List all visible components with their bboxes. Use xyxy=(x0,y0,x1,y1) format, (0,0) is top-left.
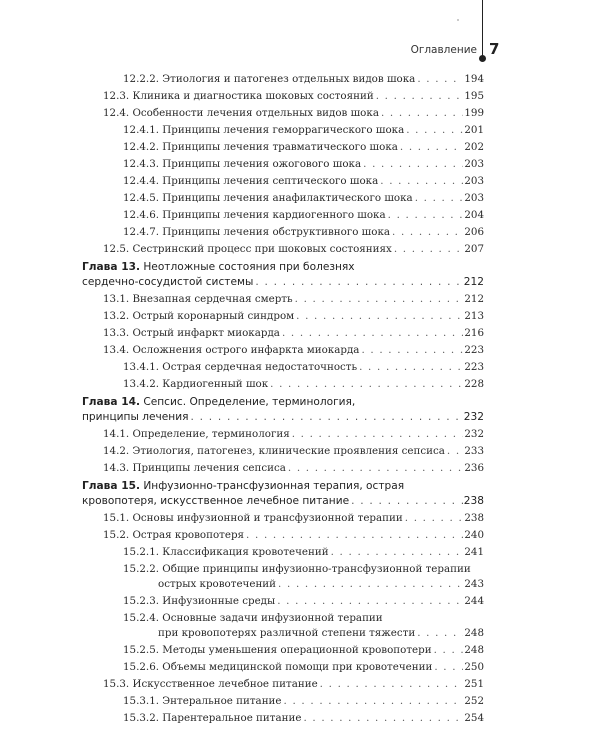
toc-entry-15-2-1[interactable] xyxy=(123,546,484,558)
toc-leader xyxy=(381,107,463,119)
toc-leader xyxy=(282,327,463,339)
print-speck xyxy=(457,19,459,21)
toc-page: 243 xyxy=(464,578,484,590)
chapter-title: Неотложные состояния при болезнях xyxy=(143,261,355,273)
toc-entry-title: 12.4.4. Принципы лечения септического шока xyxy=(123,175,379,187)
toc-page: 206 xyxy=(464,226,484,238)
toc-entry-14-2[interactable] xyxy=(103,445,484,457)
toc-entry-15-2-4-cont[interactable] xyxy=(158,627,484,639)
toc-leader xyxy=(361,344,463,356)
header-rule xyxy=(482,0,483,58)
toc-leader xyxy=(406,124,463,136)
toc-page: 195 xyxy=(464,90,484,102)
toc-entry-title: 13.4. Осложнения острого инфаркта миокарда xyxy=(103,344,360,356)
toc-page: 201 xyxy=(464,124,484,136)
toc-entry-title: 15.3.2. Парентеральное питание xyxy=(123,712,302,724)
toc-leader xyxy=(246,529,463,541)
toc-entry-title: 12.4. Особенности лечения отдельных видов шока xyxy=(103,107,379,119)
toc-entry-title: 12.4.2. Принципы лечения травматического шока xyxy=(123,141,398,153)
toc-leader xyxy=(447,445,463,457)
toc-leader xyxy=(376,90,464,102)
toc-entry-title: 14.3. Принципы лечения сепсиса xyxy=(103,462,286,474)
toc-page: 238 xyxy=(463,495,484,507)
toc-entry-15-3[interactable] xyxy=(103,678,484,690)
toc-leader xyxy=(363,158,463,170)
toc-page: 250 xyxy=(464,661,484,673)
toc-leader xyxy=(303,712,463,724)
toc-page: 232 xyxy=(463,411,484,423)
toc-entry-12-4-5[interactable] xyxy=(123,192,484,204)
toc-page: 199 xyxy=(464,107,484,119)
running-title: Оглавление xyxy=(410,44,477,56)
chapter-13-heading-cont[interactable] xyxy=(82,276,484,288)
toc-entry-title: 13.4.2. Кардиогенный шок xyxy=(123,378,269,390)
toc-entry-12-3[interactable] xyxy=(103,90,484,102)
toc-entry-15-2-3[interactable] xyxy=(123,595,484,607)
toc-page: 240 xyxy=(464,529,484,541)
toc-page: 203 xyxy=(464,158,484,170)
toc-page: 233 xyxy=(464,445,484,457)
chapter-14-heading[interactable] xyxy=(82,396,355,408)
toc-entry-13-4-1[interactable] xyxy=(123,361,484,373)
toc-entry-title: 12.4.1. Принципы лечения геморрагического шока xyxy=(123,124,405,136)
toc-leader xyxy=(415,192,464,204)
toc-entry-12-4[interactable] xyxy=(103,107,484,119)
toc-leader xyxy=(292,428,464,440)
toc-entry-13-2[interactable] xyxy=(103,310,484,322)
toc-entry-15-2-5[interactable] xyxy=(123,644,484,656)
chapter-13-heading[interactable] xyxy=(82,261,355,273)
toc-entry-12-4-3[interactable] xyxy=(123,158,484,170)
chapter-title: принципы лечения xyxy=(82,411,189,423)
toc-entry-title: острых кровотечений xyxy=(158,578,277,590)
toc-leader xyxy=(284,695,464,707)
toc-entry-title: при кровопотерях различной степени тяжести xyxy=(158,627,416,639)
toc-page: 216 xyxy=(464,327,484,339)
toc-page: 236 xyxy=(464,462,484,474)
toc-page: 194 xyxy=(464,73,484,85)
toc-page: 204 xyxy=(464,209,484,221)
toc-entry-title: 15.3. Искусственное лечебное питание xyxy=(103,678,318,690)
toc-entry-13-3[interactable] xyxy=(103,327,484,339)
toc-page: 202 xyxy=(464,141,484,153)
toc-page: 212 xyxy=(463,276,484,288)
toc-entry-12-4-1[interactable] xyxy=(123,124,484,136)
chapter-15-heading-cont[interactable] xyxy=(82,495,484,507)
toc-leader xyxy=(288,462,463,474)
toc-entry-12-2-2[interactable] xyxy=(123,73,484,85)
header-rule-dot xyxy=(479,55,486,62)
toc-page: 232 xyxy=(464,428,484,440)
toc-leader xyxy=(296,310,463,322)
toc-leader xyxy=(400,141,463,153)
chapter-title: Сепсис. Определение, терминология, xyxy=(143,396,356,408)
toc-leader xyxy=(320,678,464,690)
chapter-label: Глава 13. xyxy=(82,261,140,273)
toc-leader xyxy=(417,627,463,639)
toc-leader xyxy=(190,411,462,423)
toc-entry-12-5[interactable] xyxy=(103,243,484,255)
chapter-label: Глава 15. xyxy=(82,480,140,492)
toc-entry-13-4-2[interactable] xyxy=(123,378,484,390)
toc-entry-12-4-2[interactable] xyxy=(123,141,484,153)
chapter-title: Инфузионно-трансфузионная терапия, острая xyxy=(143,480,405,492)
toc-entry-title: 12.4.7. Принципы лечения обструктивного шока xyxy=(123,226,391,238)
toc-entry-title: 15.2.3. Инфузионные среды xyxy=(123,595,276,607)
toc-leader xyxy=(388,209,464,221)
toc-page: 248 xyxy=(464,627,484,639)
toc-entry-12-4-4[interactable] xyxy=(123,175,484,187)
toc-leader xyxy=(380,175,463,187)
toc-leader xyxy=(434,661,463,673)
toc-entry-title: 13.2. Острый коронарный синдром xyxy=(103,310,295,322)
toc-leader xyxy=(270,378,463,390)
toc-entry-title: 15.2.5. Методы уменьшения операционной кровопотери xyxy=(123,644,432,656)
toc-leader xyxy=(331,546,464,558)
toc-page: 203 xyxy=(464,175,484,187)
toc-entry-title: 13.4.1. Острая сердечная недостаточность xyxy=(123,361,358,373)
toc-leader xyxy=(351,495,463,507)
toc-leader xyxy=(434,644,464,656)
toc-entry-14-3[interactable] xyxy=(103,462,484,474)
toc-page: 252 xyxy=(464,695,484,707)
toc-leader xyxy=(359,361,463,373)
toc-page: 223 xyxy=(464,344,484,356)
toc-entry-title: 15.3.1. Энтеральное питание xyxy=(123,695,282,707)
toc-entry-title: 15.2. Острая кровопотеря xyxy=(103,529,245,541)
toc-page: 223 xyxy=(464,361,484,373)
chapter-label: Глава 14. xyxy=(82,396,140,408)
toc-leader xyxy=(295,293,464,305)
toc-leader xyxy=(277,595,463,607)
toc-entry-15-2-2[interactable]: 15.2.2. Общие принципы инфузионно-трансфузионной терапии xyxy=(123,563,471,575)
toc-entry-title: 14.1. Определение, терминология xyxy=(103,428,290,440)
chapter-14-heading-cont[interactable] xyxy=(82,411,484,423)
toc-entry-title: 12.2.2. Этиология и патогенез отдельных видов шока xyxy=(123,73,416,85)
toc-page: 254 xyxy=(464,712,484,724)
page-number: 7 xyxy=(489,40,500,58)
chapter-title: кровопотеря, искусственное лечебное питание xyxy=(82,495,350,507)
chapter-title: сердечно-сосудистой системы xyxy=(82,276,254,288)
toc-entry-13-1[interactable] xyxy=(103,293,484,305)
toc-entry-title: 13.1. Внезапная сердечная смерть xyxy=(103,293,293,305)
toc-leader xyxy=(278,578,463,590)
toc-entry-15-3-1[interactable] xyxy=(123,695,484,707)
toc-entry-15-2-2-cont[interactable] xyxy=(158,578,484,590)
toc-leader xyxy=(405,512,464,524)
toc-entry-15-2-6[interactable] xyxy=(123,661,484,673)
toc-leader xyxy=(255,276,462,288)
toc-entry-title: 15.2.6. Объемы медицинской помощи при кровотечении xyxy=(123,661,433,673)
toc-entry-12-4-6[interactable] xyxy=(123,209,484,221)
toc-leader xyxy=(394,243,464,255)
chapter-15-heading[interactable] xyxy=(82,480,404,492)
toc-entry-15-1[interactable] xyxy=(103,512,484,524)
toc-leader xyxy=(417,73,463,85)
toc-entry-title: 12.3. Клиника и диагностика шоковых состояний xyxy=(103,90,374,102)
toc-page: 238 xyxy=(464,512,484,524)
toc-entry-15-3-2[interactable] xyxy=(123,712,484,724)
toc-page: 241 xyxy=(464,546,484,558)
toc-entry-title: 15.2.1. Классификация кровотечений xyxy=(123,546,329,558)
toc-leader xyxy=(392,226,463,238)
toc-entry-title: 12.4.5. Принципы лечения анафилактического шока xyxy=(123,192,413,204)
toc-page: 207 xyxy=(464,243,484,255)
toc-entry-title: 12.4.6. Принципы лечения кардиогенного шока xyxy=(123,209,386,221)
toc-entry-title: 14.2. Этиология, патогенез, клинические проявления сепсиса xyxy=(103,445,445,457)
toc-page: 213 xyxy=(464,310,484,322)
toc-page: 248 xyxy=(464,644,484,656)
toc-page: 228 xyxy=(464,378,484,390)
toc-entry-title: 15.1. Основы инфузионной и трансфузионной терапии xyxy=(103,512,403,524)
toc-entry-title: 12.4.3. Принципы лечения ожогового шока xyxy=(123,158,362,170)
toc-entry-15-2-4[interactable]: 15.2.4. Основные задачи инфузионной терапии xyxy=(123,612,383,624)
toc-entry-12-4-7[interactable] xyxy=(123,226,484,238)
toc-entry-15-2[interactable] xyxy=(103,529,484,541)
toc-entry-title: 13.3. Острый инфаркт миокарда xyxy=(103,327,280,339)
toc-page: 244 xyxy=(464,595,484,607)
toc-page: 203 xyxy=(464,192,484,204)
toc-page: 212 xyxy=(464,293,484,305)
toc-page: 251 xyxy=(464,678,484,690)
toc-entry-14-1[interactable] xyxy=(103,428,484,440)
toc-entry-title: 12.5. Сестринский процесс при шоковых состояниях xyxy=(103,243,392,255)
toc-entry-13-4[interactable] xyxy=(103,344,484,356)
